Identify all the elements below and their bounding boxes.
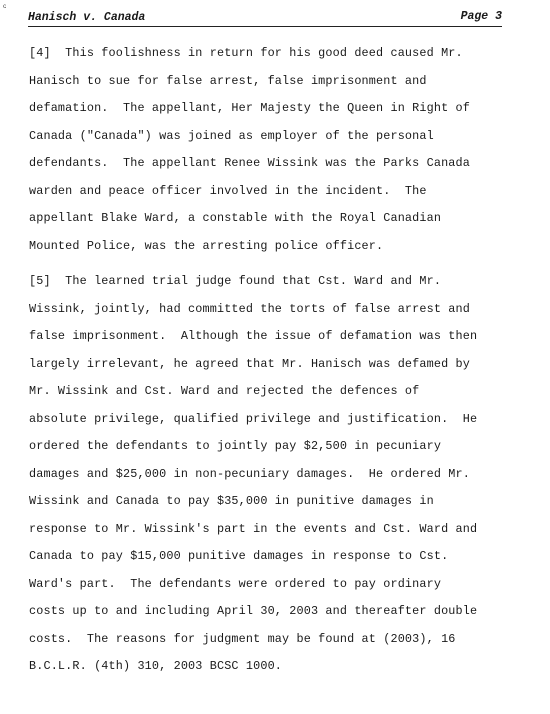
text-line: damages and $25,000 in non-pecuniary damages. He ordered Mr. bbox=[29, 466, 470, 481]
text-line: Canada to pay $15,000 punitive damages in response to Cst. bbox=[29, 549, 449, 563]
text-line: ordered the defendants to jointly pay $2,500 in pecuniary bbox=[29, 439, 442, 453]
text-line: costs. The reasons for judgment may be found at (2003), 16 bbox=[29, 631, 456, 646]
text-line: defamation. The appellant, Her Majesty the Queen in Right of bbox=[29, 101, 470, 115]
text-line: Wissink, jointly, had committed the torts of false arrest and bbox=[29, 301, 470, 316]
text-line: Mounted Police, was the arresting police officer. bbox=[29, 238, 384, 253]
case-title: Hanisch v. Canada bbox=[28, 11, 146, 24]
text-line: B.C.L.R. (4th) 310, 2003 BCSC 1000. bbox=[29, 659, 283, 673]
text-line: response to Mr. Wissink's part in the events and Cst. Ward and bbox=[29, 521, 478, 536]
margin-mark: ᶜ bbox=[2, 3, 8, 13]
page-number: Page 3 bbox=[460, 10, 502, 23]
text-line: false imprisonment. Although the issue of defamation was then bbox=[29, 329, 478, 343]
paragraph-5 bbox=[29, 273, 509, 686]
text-line: costs up to and including April 30, 2003 and thereafter double bbox=[29, 604, 478, 618]
text-line: appellant Blake Ward, a constable with the Royal Canadian bbox=[29, 211, 442, 225]
text-line: absolute privilege, qualified privilege and justification. He bbox=[29, 411, 478, 426]
text-line: Hanisch to sue for false arrest, false imprisonment and bbox=[29, 73, 427, 88]
page-header bbox=[28, 9, 502, 27]
paragraph-4 bbox=[29, 45, 509, 265]
text-line: warden and peace officer involved in the incident. The bbox=[29, 183, 427, 198]
text-line: Ward's part. The defendants were ordered to pay ordinary bbox=[29, 576, 442, 591]
text-line: defendants. The appellant Renee Wissink was the Parks Canada bbox=[29, 156, 470, 170]
text-line: [4] This foolishness in return for his good deed caused Mr. bbox=[29, 46, 463, 60]
text-line: [5] The learned trial judge found that Cst. Ward and Mr. bbox=[29, 274, 442, 288]
text-line: Mr. Wissink and Cst. Ward and rejected the defences of bbox=[29, 384, 420, 398]
text-line: largely irrelevant, he agreed that Mr. Hanisch was defamed by bbox=[29, 356, 470, 371]
text-line: Canada ("Canada") was joined as employer of the personal bbox=[29, 128, 434, 143]
text-line: Wissink and Canada to pay $35,000 in punitive damages in bbox=[29, 494, 434, 508]
